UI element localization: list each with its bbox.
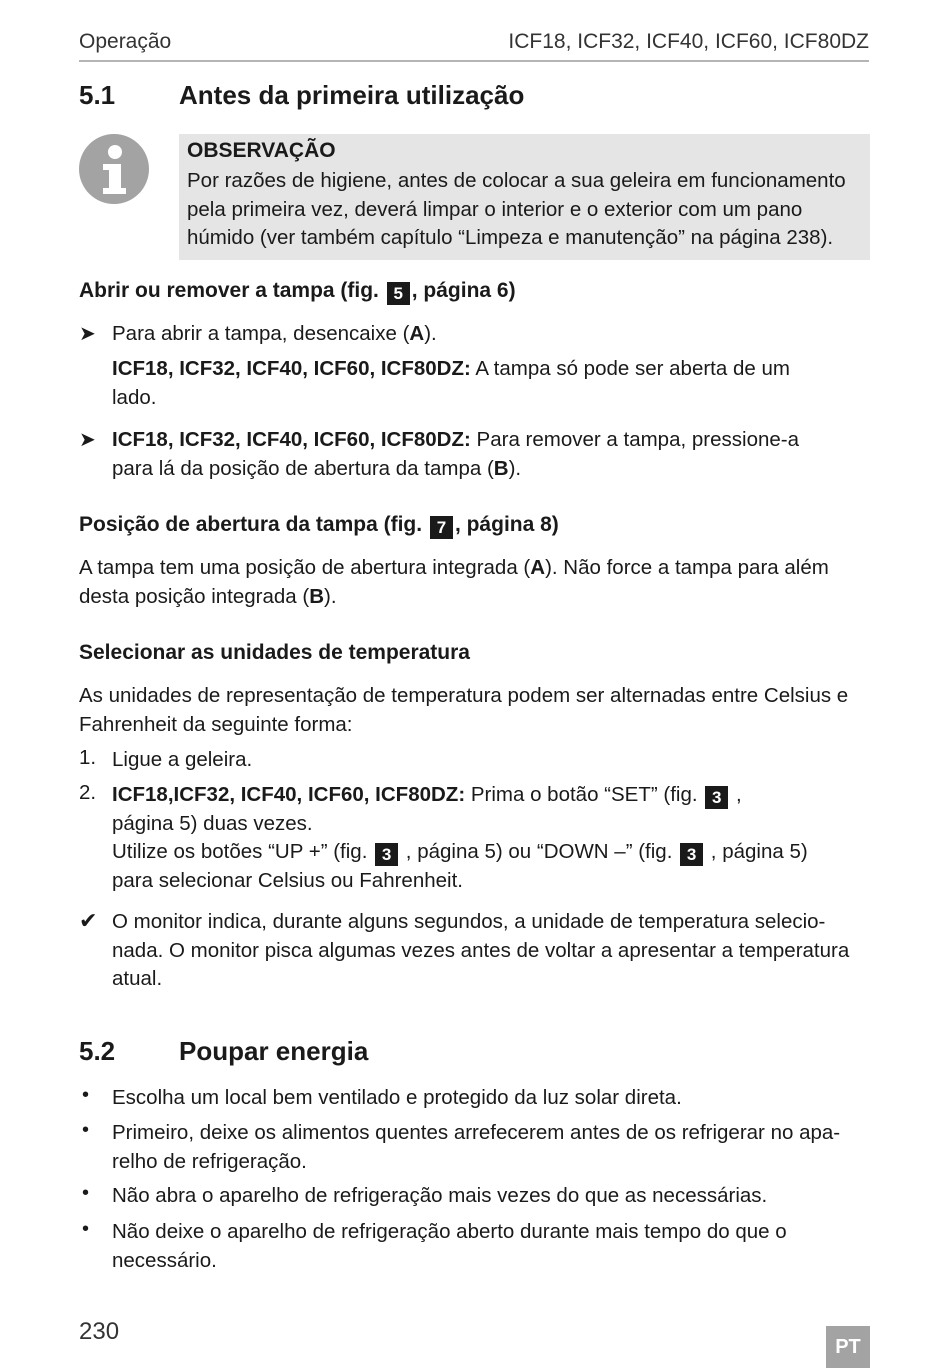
info-icon xyxy=(79,134,149,204)
text: Não abra o aparelho de refrigeração mais vezes do que as necessárias. xyxy=(112,1184,768,1207)
section-5-1-heading xyxy=(79,80,524,111)
label-b: B xyxy=(493,456,509,480)
lid-step-remove xyxy=(112,426,799,483)
note-line: Por razões de higiene, antes de colocar a sua geleira em funcionamento xyxy=(187,169,846,192)
figure-ref-badge: 3 xyxy=(680,843,703,866)
heading-page: , página 8) xyxy=(454,513,559,536)
text: Não deixe o aparelho de refrigeração aberto durante mais tempo do que o xyxy=(112,1220,787,1243)
energy-tip xyxy=(112,1218,787,1275)
text: , página 5) ou “DOWN –” (fig. xyxy=(400,840,673,864)
temp-units-heading: Selecionar as unidades de temperatura xyxy=(79,641,470,664)
temp-step-1: Ligue a geleira. xyxy=(112,748,253,771)
section-title: Poupar energia xyxy=(179,1036,369,1066)
bullet-icon: • xyxy=(82,1218,90,1240)
energy-tip xyxy=(112,1084,682,1113)
text: , página 5) xyxy=(705,840,808,864)
note-text xyxy=(187,167,846,253)
text: ). xyxy=(424,322,437,345)
label-a: A xyxy=(530,556,546,579)
section-5-2-heading xyxy=(79,1036,368,1067)
energy-tip xyxy=(112,1182,767,1211)
open-position-text xyxy=(79,554,829,611)
text: desta posição integrada ( xyxy=(79,584,310,608)
models-label: ICF18, ICF32, ICF40, ICF60, ICF80DZ: xyxy=(112,357,471,380)
step-number: 2. xyxy=(79,781,97,804)
figure-ref-badge: 7 xyxy=(430,516,453,539)
step-number: 1. xyxy=(79,746,97,769)
models-label: ICF18,ICF32, ICF40, ICF60, ICF80DZ: xyxy=(112,783,466,806)
page-number: 230 xyxy=(79,1318,120,1345)
arrow-icon: ➤ xyxy=(79,429,96,451)
text: Utilize os botões “UP +” (fig. xyxy=(112,840,368,864)
figure-ref-badge: 5 xyxy=(387,282,410,305)
temp-intro xyxy=(79,682,848,739)
figure-ref-badge: 3 xyxy=(705,786,728,809)
bullet-icon: • xyxy=(82,1084,90,1106)
note-line: húmido (ver também capítulo “Limpeza e manutenção” na página 238). xyxy=(187,226,834,250)
text: página 5) duas vezes. xyxy=(112,811,313,835)
open-position-heading xyxy=(79,513,559,539)
text: A tampa tem uma posição de abertura integrada ( xyxy=(79,556,531,579)
energy-tip xyxy=(112,1119,840,1176)
text: para lá da posição de abertura da tampa ( xyxy=(112,456,494,480)
page-header xyxy=(79,30,869,62)
note-box xyxy=(179,134,870,260)
text: relho de refrigeração. xyxy=(112,1149,307,1173)
text: Escolha um local bem ventilado e protegido da luz solar direta. xyxy=(112,1086,682,1109)
text: atual. xyxy=(112,967,163,991)
text: Primeiro, deixe os alimentos quentes arrefecerem antes de os refrigerar no apa- xyxy=(112,1121,841,1144)
text: Prima o botão “SET” (fig. xyxy=(465,783,698,806)
lid-heading-page: , página 6) xyxy=(411,279,516,302)
temp-step-2 xyxy=(112,781,808,895)
lid-heading xyxy=(79,279,516,305)
label-a: A xyxy=(409,322,425,345)
figure-ref-badge: 3 xyxy=(375,843,398,866)
section-number: 5.1 xyxy=(79,80,116,110)
text: ). xyxy=(508,456,522,480)
text: As unidades de representação de temperatura podem ser alternadas entre Celsius e xyxy=(79,684,849,707)
arrow-icon: ➤ xyxy=(79,323,96,345)
lid-models-note xyxy=(112,355,790,412)
text: lado. xyxy=(112,385,157,409)
header-section: Operação xyxy=(79,30,172,53)
note-title: OBSERVAÇÃO xyxy=(187,139,336,162)
lid-step-open xyxy=(112,320,437,349)
checkmark-icon: ✔ xyxy=(79,908,98,933)
section-number: 5.2 xyxy=(79,1036,116,1066)
text: ). xyxy=(324,584,337,608)
label-b: B xyxy=(309,584,325,608)
bullet-icon: • xyxy=(82,1182,90,1204)
section-title: Antes da primeira utilização xyxy=(179,80,525,110)
text: Para abrir a tampa, desencaixe ( xyxy=(112,322,410,345)
text: nada. O monitor pisca algumas vezes antes de voltar a apresentar a temperatura xyxy=(112,938,850,962)
bullet-icon: • xyxy=(82,1119,90,1141)
text: Fahrenheit da seguinte forma: xyxy=(79,712,353,736)
text: necessário. xyxy=(112,1248,217,1272)
text: O monitor indica, durante alguns segundos, a unidade de temperatura selecio- xyxy=(112,910,826,933)
temp-result xyxy=(112,908,849,994)
heading-text: Posição de abertura da tampa (fig. xyxy=(79,513,423,536)
text: ). Não force a tampa para além xyxy=(545,556,829,579)
language-badge: PT xyxy=(826,1326,870,1368)
text: A tampa só pode ser aberta de um xyxy=(470,357,790,380)
header-models: ICF18, ICF32, ICF40, ICF60, ICF80DZ xyxy=(508,30,869,53)
text: para selecionar Celsius ou Fahrenheit. xyxy=(112,868,463,892)
models-label: ICF18, ICF32, ICF40, ICF60, ICF80DZ: xyxy=(112,428,471,451)
lid-heading-text: Abrir ou remover a tampa (fig. xyxy=(79,279,379,302)
text: , xyxy=(730,783,742,806)
note-line: pela primeira vez, deverá limpar o interior e o exterior com um pano xyxy=(187,197,803,221)
text: Para remover a tampa, pressione-a xyxy=(470,428,799,451)
